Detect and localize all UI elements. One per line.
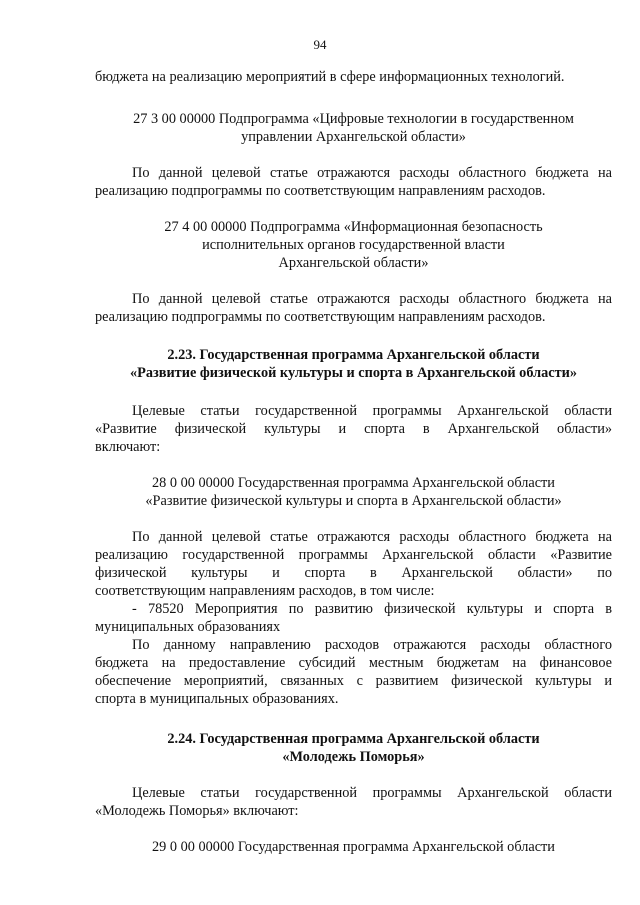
- text-line: включают:: [95, 439, 161, 455]
- paragraph-target-articles-2-24: [95, 784, 612, 820]
- text-line: обеспечение мероприятий, связанных с развитием физической культуры и: [95, 673, 612, 689]
- page-number: 94: [313, 37, 327, 52]
- section-heading-2-23: [95, 346, 612, 382]
- text-line: исполнительных органов государственной власти: [202, 237, 505, 253]
- paragraph-continuation: [95, 68, 612, 86]
- subprogram-heading-27-4: [95, 218, 612, 272]
- program-heading-29: [95, 838, 612, 856]
- text-line: Целевые статьи государственной программы Архангельской области: [132, 785, 612, 801]
- text-line: «Развитие физической культуры и спорта в Архангельской области»: [145, 493, 562, 509]
- text-line: «Молодежь Поморья»: [282, 749, 425, 765]
- text-line: 2.24. Государственная программа Архангельской области: [167, 731, 540, 747]
- text-line: соответствующим направлениям расходов, в том числе:: [95, 583, 435, 599]
- text-line: спорта в муниципальных образованиях.: [95, 691, 339, 707]
- text-line: «Развитие физической культуры и спорта в Архангельской области»: [95, 421, 612, 437]
- text-line: «Развитие физической культуры и спорта в Архангельской области»: [129, 365, 578, 381]
- subprogram-heading-27-3: [95, 110, 612, 146]
- text-line: управлении Архангельской области»: [241, 129, 466, 145]
- text-line: Архангельской области»: [278, 255, 429, 271]
- text-line: По данной целевой статье отражаются расходы областного бюджета на: [132, 291, 612, 307]
- text-line: 27 4 00 00000 Подпрограмма «Информационная безопасность: [164, 219, 543, 235]
- text-line: реализацию государственной программы Архангельской области «Развитие: [95, 547, 612, 563]
- text-line: физической культуры и спорта в Архангельской области» по: [95, 565, 612, 581]
- text-line: Целевые статьи государственной программы Архангельской области: [132, 403, 612, 419]
- paragraph-target-articles-2-23: [95, 402, 612, 456]
- text-line: 29 0 00 00000 Государственная программа Архангельской области: [152, 839, 555, 855]
- text-line: муниципальных образованиях: [95, 619, 281, 635]
- text-line: «Молодежь Поморья» включают:: [95, 803, 299, 819]
- paragraph-27-3: [95, 164, 612, 200]
- program-heading-28: [95, 474, 612, 510]
- text-line: По данной целевой статье отражаются расходы областного бюджета на: [132, 165, 612, 181]
- text-line: 28 0 00 00000 Государственная программа Архангельской области: [152, 475, 555, 491]
- text-line: 2.23. Государственная программа Архангельской области: [167, 347, 540, 363]
- text-line: По данной целевой статье отражаются расходы областного бюджета на: [132, 529, 612, 545]
- text-line: реализацию подпрограммы по соответствующим направлениям расходов.: [95, 309, 546, 325]
- text-line: По данному направлению расходов отражаются расходы областного: [132, 637, 612, 653]
- text-line: бюджета на реализацию мероприятий в сфере информационных технологий.: [95, 69, 565, 85]
- text-line: 27 3 00 00000 Подпрограмма «Цифровые технологии в государственном: [133, 111, 574, 127]
- text-line: - 78520 Мероприятия по развитию физической культуры и спорта в: [132, 601, 612, 617]
- section-heading-2-24: [95, 730, 612, 766]
- paragraph-program-28: [95, 528, 612, 708]
- text-line: бюджета на предоставление субсидий местным бюджетам на финансовое: [95, 655, 612, 671]
- paragraph-27-4: [95, 290, 612, 326]
- text-line: реализацию подпрограммы по соответствующим направлениям расходов.: [95, 183, 546, 199]
